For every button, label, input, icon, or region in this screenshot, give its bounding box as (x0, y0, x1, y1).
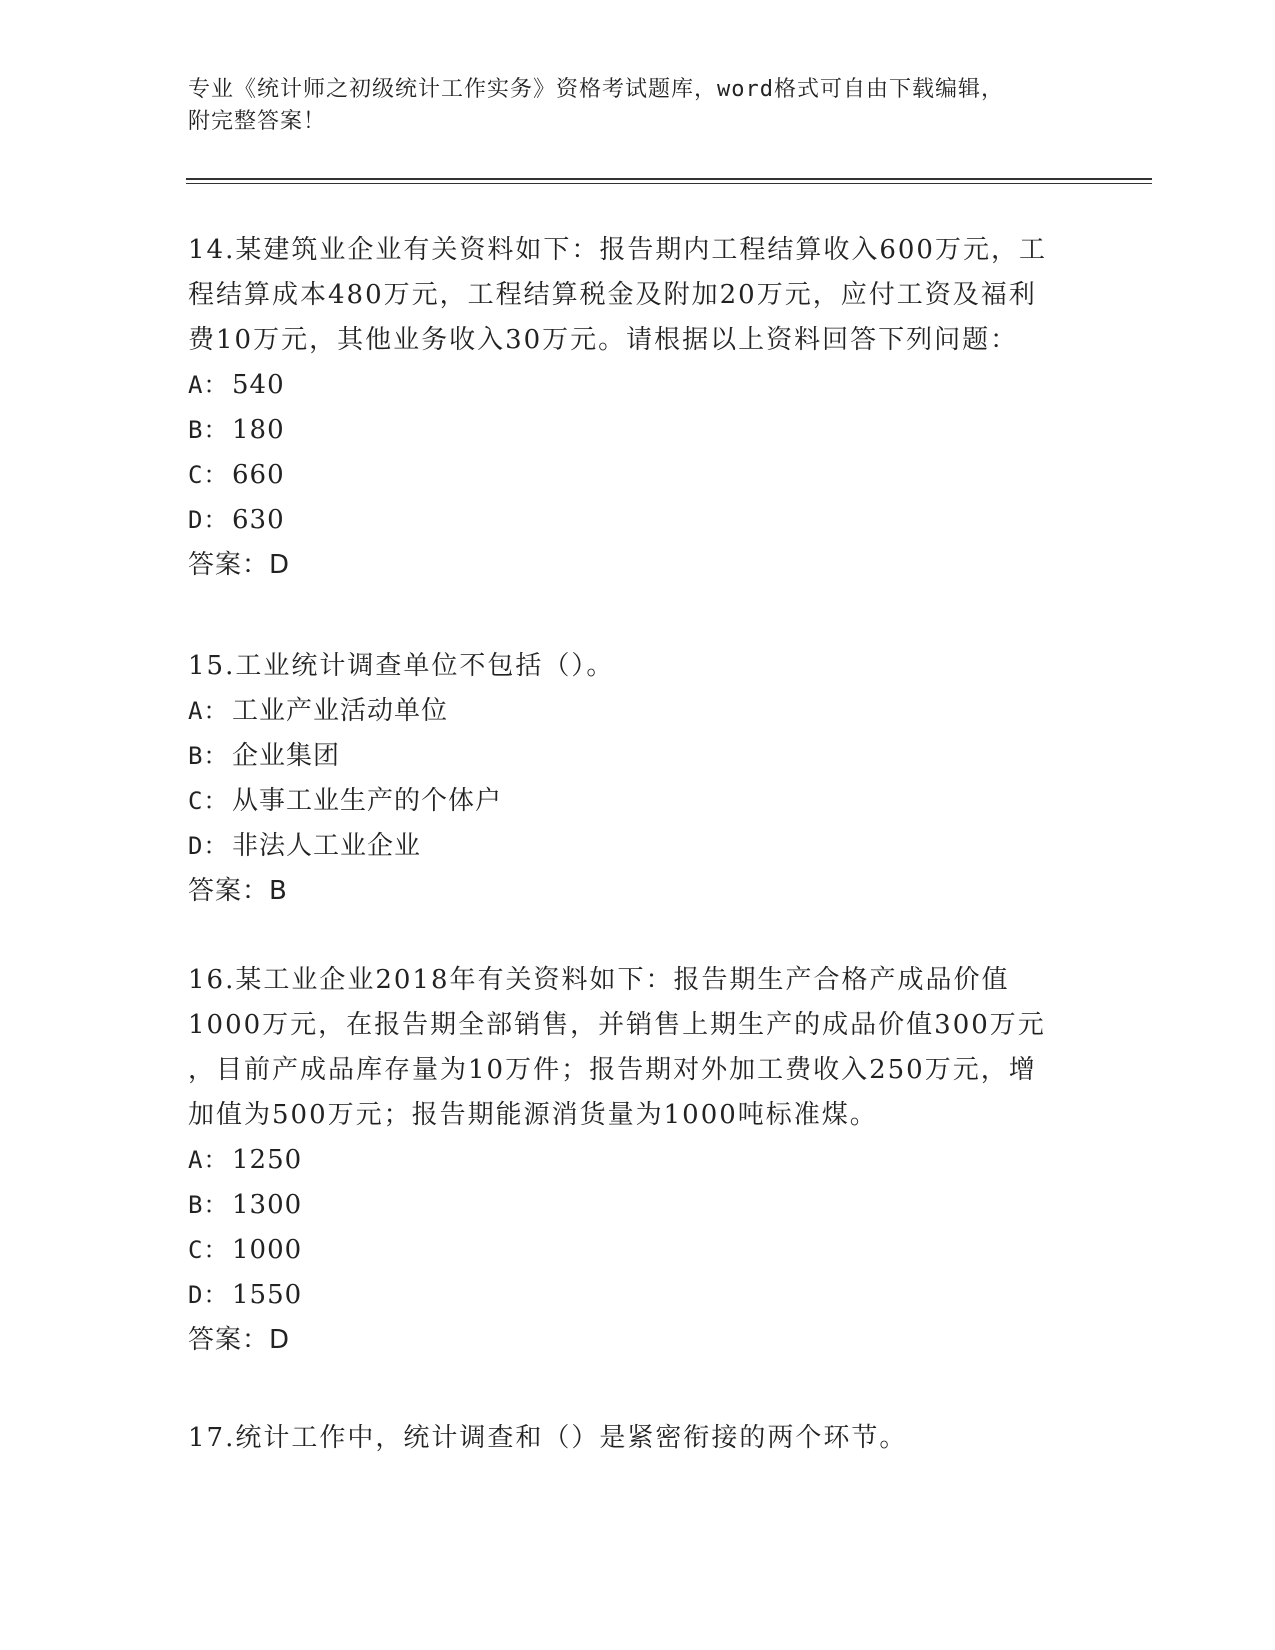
option-key: A： (188, 371, 229, 399)
question-16 (188, 958, 1088, 1363)
question-14 (188, 228, 1088, 588)
option-key: B： (188, 1191, 229, 1219)
answer-text: 答案：D (188, 550, 291, 580)
option-key: B： (188, 416, 229, 444)
option-key: A： (188, 697, 229, 725)
question-text-line: 16.某工业企业2018年有关资料如下：报告期生产合格产成品价值 (188, 965, 1010, 995)
option-text: 660 (232, 460, 285, 490)
option-c (188, 779, 1088, 824)
option-text: 1300 (232, 1190, 303, 1220)
question-text-line: 15.工业统计调查单位不包括（）。 (188, 651, 615, 681)
option-text: 1250 (232, 1145, 303, 1175)
option-text: 1000 (232, 1235, 303, 1265)
question-text-line: 14.某建筑业企业有关资料如下：报告期内工程结算收入600万元，工 (188, 235, 1047, 265)
option-d (188, 498, 1088, 543)
header-line-1: 专业《统计师之初级统计工作实务》资格考试题库，word格式可自由下载编辑， (188, 77, 1004, 102)
option-key: D： (188, 506, 229, 534)
option-text: 从事工业生产的个体户 (232, 786, 503, 816)
question-text-line: 程结算成本480万元，工程结算税金及附加20万元，应付工资及福利 (188, 280, 1037, 310)
option-text: 630 (232, 505, 285, 535)
option-key: C： (188, 461, 229, 489)
option-a (188, 689, 1088, 734)
option-c (188, 1228, 1088, 1273)
option-d (188, 824, 1088, 869)
header-divider-thick (186, 178, 1152, 180)
option-c (188, 453, 1088, 498)
question-text-line: 费10万元，其他业务收入30万元。请根据以上资料回答下列问题： (188, 325, 1019, 355)
option-text: 非法人工业企业 (232, 831, 422, 861)
answer-text: 答案：B (188, 876, 288, 906)
option-key: D： (188, 832, 229, 860)
option-text: 企业集团 (232, 741, 341, 771)
option-key: C： (188, 1236, 229, 1264)
option-text: 工业产业活动单位 (232, 696, 449, 726)
header-line-2: 附完整答案！ (188, 109, 327, 134)
question-17 (188, 1416, 1088, 1461)
option-a (188, 363, 1088, 408)
option-key: A： (188, 1146, 229, 1174)
question-15 (188, 644, 1088, 914)
option-b (188, 1183, 1088, 1228)
question-text-line: 17.统计工作中，统计调查和（）是紧密衔接的两个环节。 (188, 1423, 908, 1453)
option-key: B： (188, 742, 229, 770)
question-text-line: 1000万元，在报告期全部销售，并销售上期生产的成品价值300万元 (188, 1010, 1046, 1040)
question-text-line: ，目前产成品库存量为10万件；报告期对外加工费收入250万元，增 (188, 1055, 1037, 1085)
option-text: 180 (232, 415, 285, 445)
option-text: 540 (232, 370, 285, 400)
header-divider-thin (186, 183, 1152, 184)
option-text: 1550 (232, 1280, 303, 1310)
question-text-line: 加值为500万元；报告期能源消货量为1000吨标准煤。 (188, 1100, 878, 1130)
option-a (188, 1138, 1088, 1183)
option-key: C： (188, 787, 229, 815)
option-key: D： (188, 1281, 229, 1309)
document-header (188, 74, 1068, 138)
option-d (188, 1273, 1088, 1318)
option-b (188, 408, 1088, 453)
answer-text: 答案：D (188, 1325, 291, 1355)
option-b (188, 734, 1088, 779)
